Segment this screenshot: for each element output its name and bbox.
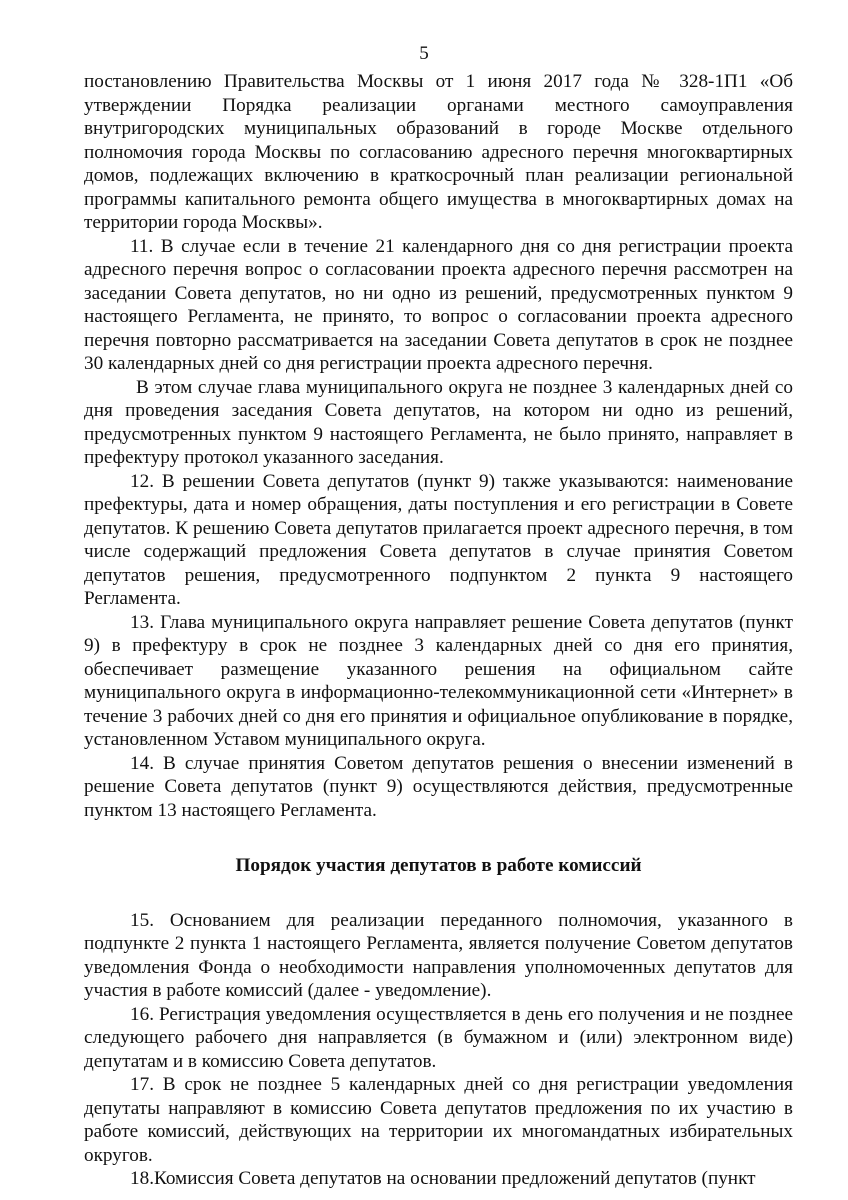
paragraph-clause-18: 18.Комиссия Совета депутатов на основании предложений депутатов (пункт xyxy=(130,1168,756,1189)
paragraph-continuation: постановлению Правительства Москвы от 1 июня 2017 года № 328-1П1 «Об утверждении Порядка реализации органами местного самоуправления внутригородских муниципальных образований в городе Москве отдельного полномочия города Москвы по согласованию адресного перечня многоквартирных домов, подлежащих включению в краткосрочный план реализации региональной программы капитального ремонта общего имущества в многоквартирных домах на территории города Москвы». xyxy=(84,71,793,233)
paragraph-clause-13: 13. Глава муниципального округа направляет решение Совета депутатов (пункт 9) в префектуру в срок не позднее 3 календарных дней со дня его принятия, обеспечивает размещение указанного решения на официальном сайте муниципального округа в информационно-телекоммуникационной сети «Интернет» в течение 3 рабочих дней со дня его принятия и официальное опубликование в порядке, установленном Уставом муниципального округа. xyxy=(84,611,793,750)
paragraph-clause-16: 16. Регистрация уведомления осуществляется в день его получения и не позднее следующего рабочего дня направляется (в бумажном и (или) электронном виде) депутатам и в комиссию Совета депутатов. xyxy=(84,1003,793,1072)
page-number: 5 xyxy=(419,43,429,64)
paragraph-clause-15: 15. Основанием для реализации переданного полномочия, указанного в подпункте 2 пункта 1 настоящего Регламента, является получение Советом депутатов уведомления Фонда о необходимости направления уполномоченных депутатов для участия в работе комиссий (далее - уведомление). xyxy=(84,909,793,1001)
paragraph-clause-12: 12. В решении Совета депутатов (пункт 9) также указываются: наименование префектуры, дата и номер обращения, даты поступления и его регистрации в Совете депутатов. К решению Совета депутатов прилагается проект адресного перечня, в том числе содержащий предложения Совета депутатов в случае принятия Советом депутатов решения, предусмотренного подпунктом 2 пункта 9 настоящего Регламента. xyxy=(84,470,793,609)
section-heading: Порядок участия депутатов в работе комиссий xyxy=(235,855,642,876)
paragraph-clause-11-note: В этом случае глава муниципального округа не позднее 3 календарных дней со дня проведения заседания Совета депутатов, на котором ни одно из решений, предусмотренных пунктом 9 настоящего Регламента, не было принято, направляет в префектуру протокол указанного заседания. xyxy=(84,376,793,468)
document-body xyxy=(84,70,793,1191)
paragraph-clause-11: 11. В случае если в течение 21 календарного дня со дня регистрации проекта адресного перечня вопрос о согласовании проекта адресного перечня рассмотрен на заседании Совета депутатов, но ни одно из решений, предусмотренных пунктом 9 настоящего Регламента, не принято, то вопрос о согласовании проекта адресного перечня повторно рассматривается на заседании Совета депутатов в срок не позднее 30 календарных дней со дня регистрации проекта адресного перечня. xyxy=(84,235,793,374)
paragraph-clause-17: 17. В срок не позднее 5 календарных дней со дня регистрации уведомления депутаты направляют в комиссию Совета депутатов предложения по их участию в работе комиссий, действующих на территории их многомандатных избирательных округов. xyxy=(84,1074,793,1166)
paragraph-clause-14: 14. В случае принятия Советом депутатов решения о внесении изменений в решение Совета депутатов (пункт 9) осуществляются действия, предусмотренные пунктом 13 настоящего Регламента. xyxy=(84,752,793,821)
